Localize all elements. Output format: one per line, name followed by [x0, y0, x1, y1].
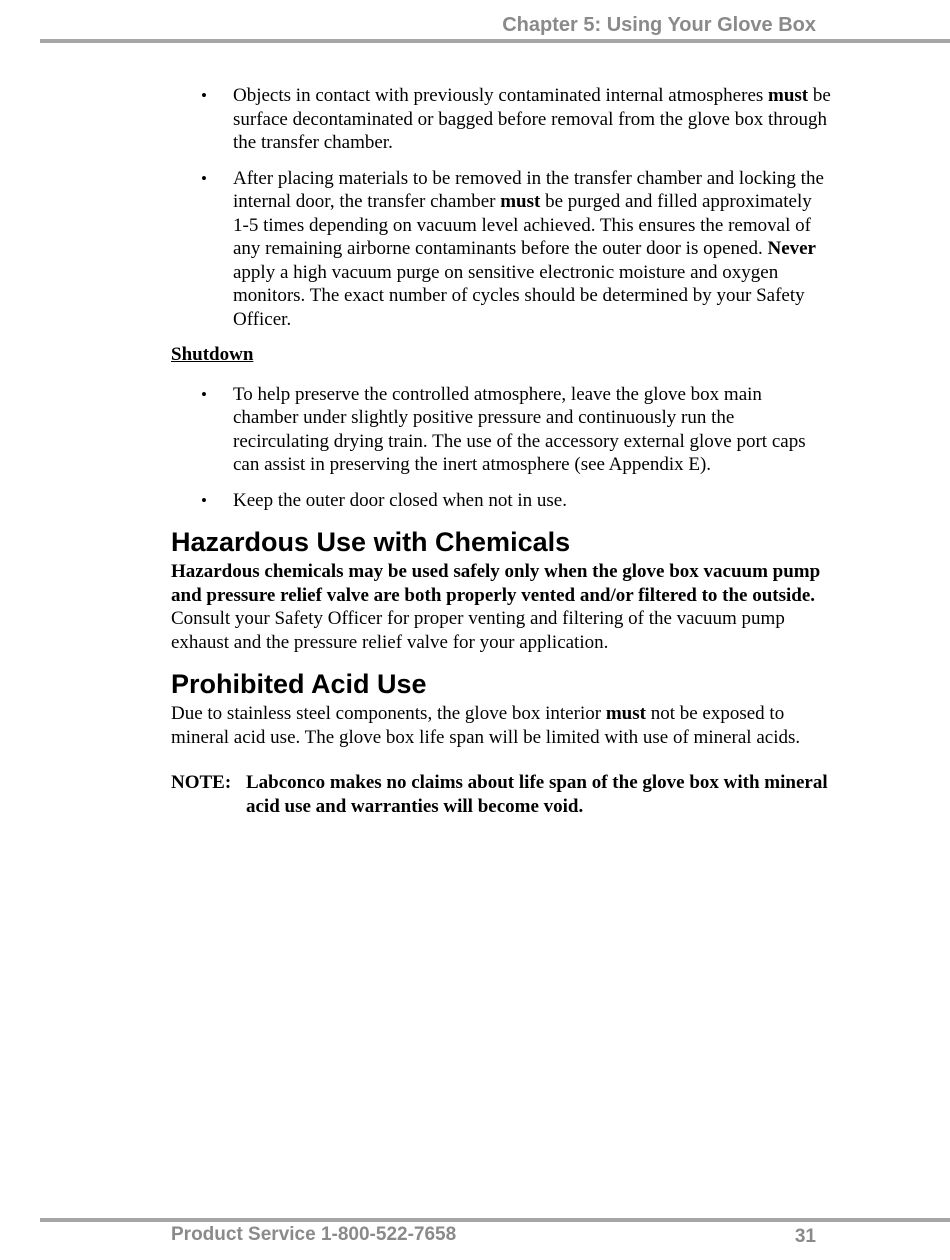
text-segment: Keep the outer door closed when not in use.	[233, 489, 567, 511]
list-item	[171, 167, 831, 332]
text-segment: To help preserve the controlled atmosphere, leave the glove box main chamber under slightly positive pressure and continuously run the recirculating drying train. The use of the accessory external glove port caps can assist in preserving the inert atmosphere (see Appendix E).	[233, 383, 806, 475]
list-item	[171, 383, 831, 477]
bullet-icon: •	[201, 168, 207, 188]
page-number: 31	[794, 1226, 816, 1247]
bullet-list-shutdown	[171, 383, 831, 513]
bullet-icon: •	[201, 490, 207, 510]
chapter-header-title: Chapter 5: Using Your Glove Box	[502, 14, 816, 36]
note-block	[171, 771, 831, 818]
bullet-icon: •	[201, 86, 207, 105]
text-segment: Consult your Safety Officer for proper venting and filtering of the vacuum pump exhaust and the pressure relief valve for your application.	[171, 608, 785, 653]
acid-paragraph	[171, 702, 831, 749]
hazardous-heading: Hazardous Use with Chemicals	[171, 527, 571, 557]
note-text: Labconco makes no claims about life span of the glove box with mineral acid use and warranties will become void.	[246, 772, 828, 817]
text-segment: be surface decontaminated or bagged before removal from the glove box through the transfer chamber.	[233, 85, 831, 153]
text-segment: Objects in contact with previously contaminated internal atmospheres	[233, 85, 769, 106]
text-segment: must	[605, 703, 646, 724]
list-item	[171, 489, 831, 513]
header-rule	[40, 39, 950, 43]
hazardous-paragraph	[171, 560, 831, 654]
text-segment: Due to stainless steel components, the glove box interior	[171, 703, 606, 724]
acid-heading: Prohibited Acid Use	[171, 669, 427, 699]
page-content	[171, 84, 831, 818]
bullet-icon: •	[201, 384, 207, 404]
note-label: NOTE:	[171, 772, 232, 793]
text-segment: Never	[767, 238, 816, 259]
text-segment: must	[768, 85, 809, 106]
footer-rule	[40, 1218, 950, 1222]
text-segment: Hazardous chemicals may be used safely only when the glove box vacuum pump and pressure relief valve are both properly vented and/or filtered to the outside.	[171, 561, 821, 606]
list-item	[171, 84, 831, 155]
text-segment: must	[500, 191, 541, 212]
bullet-list-transfer	[171, 84, 831, 331]
text-segment: After placing materials to be removed in the transfer chamber and locking the internal door, the transfer chamber	[233, 167, 824, 212]
footer-service-phone: Product Service 1-800-522-7658	[171, 1224, 457, 1245]
text-segment: not be exposed to mineral acid use. The glove box life span will be limited with use of mineral acids.	[171, 703, 801, 748]
text-segment: apply a high vacuum purge on sensitive electronic moisture and oxygen monitors. The exact number of cycles should be determined by your Safety Officer.	[233, 261, 805, 330]
shutdown-heading: Shutdown	[171, 344, 254, 365]
text-segment: be purged and filled approximately 1-5 times depending on vacuum level achieved. This ensures the removal of any remaining airborne contaminants before the outer door is opened.	[233, 191, 812, 259]
